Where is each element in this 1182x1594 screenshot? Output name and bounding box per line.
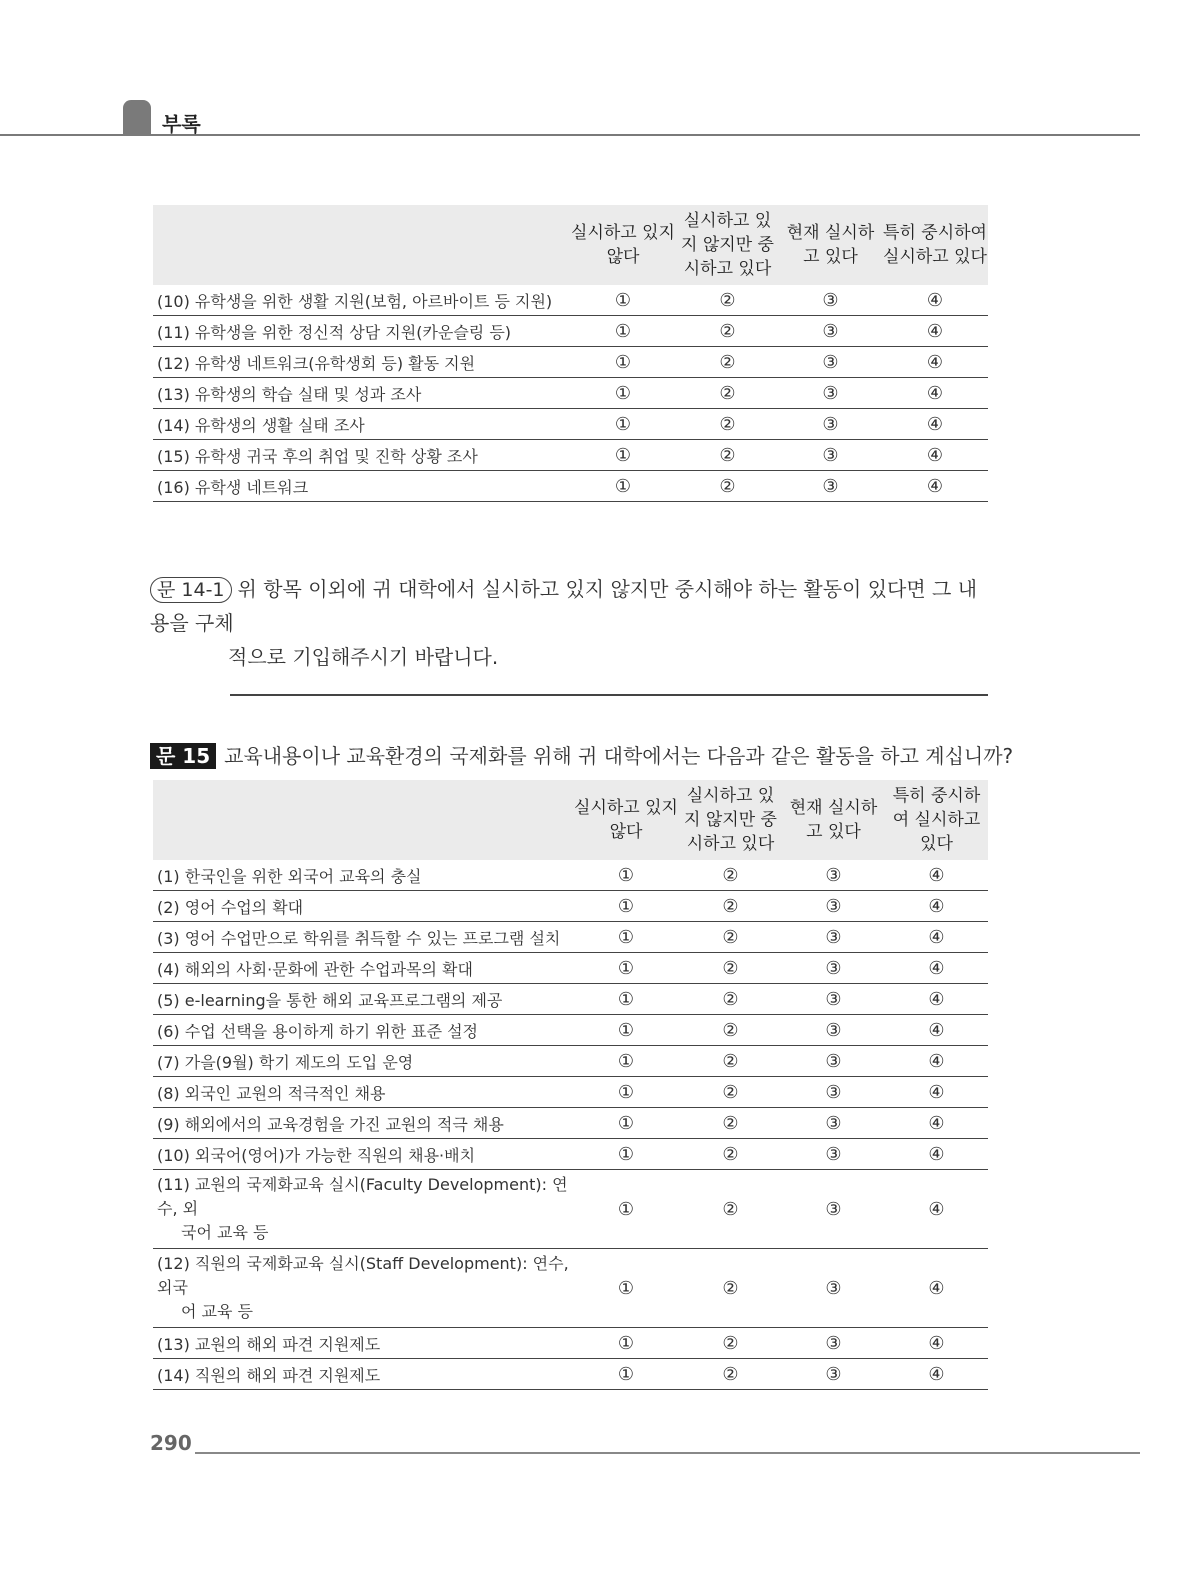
header-not-conducted-but-important: 실시하고 있지 않지만 중시하고 있다 xyxy=(676,205,779,285)
option-3[interactable]: ③ xyxy=(779,440,882,471)
option-2[interactable]: ② xyxy=(679,860,782,891)
option-1[interactable]: ① xyxy=(573,1108,679,1139)
option-2[interactable]: ② xyxy=(679,922,782,953)
option-2[interactable]: ② xyxy=(676,347,779,378)
header-not-conducted: 실시하고 있지 않다 xyxy=(573,780,679,860)
question-14-1-line2: 적으로 기입해주시기 바랍니다. xyxy=(228,645,499,669)
table-row xyxy=(153,1139,988,1170)
row-item-label-line2: 어 교육 등 xyxy=(181,1302,253,1321)
question-14-1-text: 위 항목 이외에 귀 대학에서 실시하고 있지 않지만 중시해야 하는 활동이 있다면 그 내용을 구체 xyxy=(150,577,978,635)
question-14-1-badge: 문 14-1 xyxy=(150,577,232,603)
section-title: 부록 xyxy=(162,112,201,136)
table-row xyxy=(153,953,988,984)
question-15-text: 교육내용이나 교육환경의 국제화를 위해 귀 대학에서는 다음과 같은 활동을 하고 계십니까? xyxy=(224,744,1014,768)
header-especially-important: 특히 중시하여 실시하고 있다 xyxy=(885,780,988,860)
row-item-label: (7) 가을(9월) 학기 제도의 도입 운영 xyxy=(153,1046,573,1077)
row-item-label: (6) 수업 선택을 용이하게 하기 위한 표준 설정 xyxy=(153,1015,573,1046)
option-1[interactable]: ① xyxy=(573,1015,679,1046)
option-1[interactable]: ① xyxy=(573,953,679,984)
option-4[interactable]: ④ xyxy=(882,409,988,440)
table-row xyxy=(153,378,988,409)
table-row xyxy=(153,440,988,471)
question-15-badge: 문 15 xyxy=(150,743,216,769)
table-row xyxy=(153,1077,988,1108)
option-1[interactable]: ① xyxy=(570,471,676,502)
option-2[interactable]: ② xyxy=(676,409,779,440)
option-3[interactable]: ③ xyxy=(782,860,885,891)
option-3[interactable]: ③ xyxy=(782,922,885,953)
option-1[interactable]: ① xyxy=(570,285,676,316)
table-row xyxy=(153,347,988,378)
option-4[interactable]: ④ xyxy=(882,316,988,347)
option-3[interactable]: ③ xyxy=(782,984,885,1015)
table-row xyxy=(153,860,988,891)
table-row xyxy=(153,1108,988,1139)
option-2[interactable]: ② xyxy=(679,984,782,1015)
option-1[interactable]: ① xyxy=(573,1328,679,1359)
table-row xyxy=(153,285,988,316)
option-1[interactable]: ① xyxy=(570,316,676,347)
option-4[interactable]: ④ xyxy=(885,1108,988,1139)
option-3[interactable]: ③ xyxy=(782,1139,885,1170)
option-2[interactable]: ② xyxy=(679,1077,782,1108)
option-4[interactable]: ④ xyxy=(885,1015,988,1046)
option-1[interactable]: ① xyxy=(573,891,679,922)
row-item-label: (14) 유학생의 생활 실태 조사 xyxy=(153,409,570,440)
table-row xyxy=(153,471,988,502)
page-number: 290 xyxy=(150,1431,192,1455)
row-item-label: (10) 유학생을 위한 생활 지원(보험, 아르바이트 등 지원) xyxy=(153,285,570,316)
option-1[interactable]: ① xyxy=(573,1249,679,1328)
row-item-label-line2: 국어 교육 등 xyxy=(181,1223,269,1242)
option-2[interactable]: ② xyxy=(679,1170,782,1249)
option-2[interactable]: ② xyxy=(676,316,779,347)
table-row xyxy=(153,922,988,953)
header-currently-conducted: 현재 실시하고 있다 xyxy=(782,780,885,860)
row-item-label: (14) 직원의 해외 파견 지원제도 xyxy=(153,1359,573,1390)
survey-table-15 xyxy=(153,780,988,1390)
survey-table-14 xyxy=(153,205,988,502)
option-4[interactable]: ④ xyxy=(885,1046,988,1077)
option-3[interactable]: ③ xyxy=(779,409,882,440)
table-row xyxy=(153,409,988,440)
option-3[interactable]: ③ xyxy=(779,471,882,502)
option-2[interactable]: ② xyxy=(676,285,779,316)
row-item-label: (15) 유학생 귀국 후의 취업 및 진학 상황 조사 xyxy=(153,440,570,471)
option-4[interactable]: ④ xyxy=(882,471,988,502)
item-header xyxy=(153,205,570,285)
option-4[interactable]: ④ xyxy=(885,953,988,984)
header-not-conducted-but-important: 실시하고 있지 않지만 중시하고 있다 xyxy=(679,780,782,860)
row-item-label: (10) 외국어(영어)가 가능한 직원의 채용·배치 xyxy=(153,1139,573,1170)
row-item-label xyxy=(153,1249,573,1328)
table-row xyxy=(153,1015,988,1046)
footer-rule xyxy=(195,1452,1140,1454)
option-2[interactable]: ② xyxy=(679,1108,782,1139)
option-4[interactable]: ④ xyxy=(885,922,988,953)
option-3[interactable]: ③ xyxy=(782,1046,885,1077)
table-row xyxy=(153,1328,988,1359)
question-14-1-line1 xyxy=(150,572,990,640)
option-1[interactable]: ① xyxy=(573,1139,679,1170)
option-4[interactable]: ④ xyxy=(885,1077,988,1108)
option-2[interactable]: ② xyxy=(679,1139,782,1170)
row-item-label: (3) 영어 수업만으로 학위를 취득할 수 있는 프로그램 설치 xyxy=(153,922,573,953)
option-4[interactable]: ④ xyxy=(882,347,988,378)
option-4[interactable]: ④ xyxy=(885,1139,988,1170)
option-3[interactable]: ③ xyxy=(779,347,882,378)
option-2[interactable]: ② xyxy=(676,440,779,471)
table-header-row xyxy=(153,780,988,860)
option-2[interactable]: ② xyxy=(679,1015,782,1046)
option-3[interactable]: ③ xyxy=(779,316,882,347)
table-row xyxy=(153,1046,988,1077)
option-1[interactable]: ① xyxy=(573,1077,679,1108)
row-item-label-line1: (12) 직원의 국제화교육 실시(Staff Development): 연수, 외국 xyxy=(157,1254,569,1297)
table-header-row xyxy=(153,205,988,285)
option-3[interactable]: ③ xyxy=(779,378,882,409)
option-4[interactable]: ④ xyxy=(885,1359,988,1390)
row-item-label: (9) 해외에서의 교육경험을 가진 교원의 적극 채용 xyxy=(153,1108,573,1139)
option-2[interactable]: ② xyxy=(679,1249,782,1328)
row-item-label: (12) 유학생 네트워크(유학생회 등) 활동 지원 xyxy=(153,347,570,378)
row-item-label: (1) 한국인을 위한 외국어 교육의 충실 xyxy=(153,860,573,891)
option-4[interactable]: ④ xyxy=(882,440,988,471)
option-3[interactable]: ③ xyxy=(782,891,885,922)
row-item-label: (16) 유학생 네트워크 xyxy=(153,471,570,502)
row-item-label: (11) 유학생을 위한 정신적 상담 지원(카운슬링 등) xyxy=(153,316,570,347)
header-especially-important: 특히 중시하여 실시하고 있다 xyxy=(882,205,988,285)
option-2[interactable]: ② xyxy=(679,891,782,922)
option-4[interactable]: ④ xyxy=(885,984,988,1015)
option-3[interactable]: ③ xyxy=(779,285,882,316)
option-2[interactable]: ② xyxy=(679,1359,782,1390)
option-1[interactable]: ① xyxy=(573,1046,679,1077)
option-3[interactable]: ③ xyxy=(782,1015,885,1046)
question-15 xyxy=(150,740,1013,769)
row-item-label-line1: (11) 교원의 국제화교육 실시(Faculty Development): 연수, 외 xyxy=(157,1175,568,1218)
table-row xyxy=(153,891,988,922)
row-item-label: (2) 영어 수업의 확대 xyxy=(153,891,573,922)
option-1[interactable]: ① xyxy=(573,1359,679,1390)
option-3[interactable]: ③ xyxy=(782,1170,885,1249)
header-tab-marker xyxy=(123,100,151,136)
option-2[interactable]: ② xyxy=(679,1328,782,1359)
row-item-label: (5) e-learning을 통한 해외 교육프로그램의 제공 xyxy=(153,984,573,1015)
option-3[interactable]: ③ xyxy=(782,1077,885,1108)
option-2[interactable]: ② xyxy=(676,471,779,502)
header-not-conducted: 실시하고 있지 않다 xyxy=(570,205,676,285)
option-3[interactable]: ③ xyxy=(782,1108,885,1139)
row-item-label: (8) 외국인 교원의 적극적인 채용 xyxy=(153,1077,573,1108)
option-4[interactable]: ④ xyxy=(885,1328,988,1359)
option-3[interactable]: ③ xyxy=(782,1328,885,1359)
table-row xyxy=(153,1359,988,1390)
option-4[interactable]: ④ xyxy=(882,378,988,409)
option-1[interactable]: ① xyxy=(573,1170,679,1249)
option-1[interactable]: ① xyxy=(570,347,676,378)
row-item-label: (13) 교원의 해외 파견 지원제도 xyxy=(153,1328,573,1359)
row-item-label xyxy=(153,1170,573,1249)
option-3[interactable]: ③ xyxy=(782,953,885,984)
item-header xyxy=(153,780,573,860)
option-1[interactable]: ① xyxy=(573,922,679,953)
option-4[interactable]: ④ xyxy=(885,891,988,922)
option-4[interactable]: ④ xyxy=(885,1170,988,1249)
option-1[interactable]: ① xyxy=(573,984,679,1015)
answer-write-line[interactable] xyxy=(230,694,988,696)
option-4[interactable]: ④ xyxy=(885,1249,988,1328)
option-2[interactable]: ② xyxy=(676,378,779,409)
header-currently-conducted: 현재 실시하고 있다 xyxy=(779,205,882,285)
table-row xyxy=(153,1249,988,1328)
table-row xyxy=(153,1170,988,1249)
option-3[interactable]: ③ xyxy=(782,1359,885,1390)
option-2[interactable]: ② xyxy=(679,1046,782,1077)
option-1[interactable]: ① xyxy=(570,409,676,440)
row-item-label: (13) 유학생의 학습 실태 및 성과 조사 xyxy=(153,378,570,409)
option-1[interactable]: ① xyxy=(570,378,676,409)
option-1[interactable]: ① xyxy=(573,860,679,891)
option-1[interactable]: ① xyxy=(570,440,676,471)
table-row xyxy=(153,316,988,347)
option-4[interactable]: ④ xyxy=(882,285,988,316)
option-4[interactable]: ④ xyxy=(885,860,988,891)
table-row xyxy=(153,984,988,1015)
option-3[interactable]: ③ xyxy=(782,1249,885,1328)
row-item-label: (4) 해외의 사회·문화에 관한 수업과목의 확대 xyxy=(153,953,573,984)
question-14-1 xyxy=(150,572,990,674)
option-2[interactable]: ② xyxy=(679,953,782,984)
